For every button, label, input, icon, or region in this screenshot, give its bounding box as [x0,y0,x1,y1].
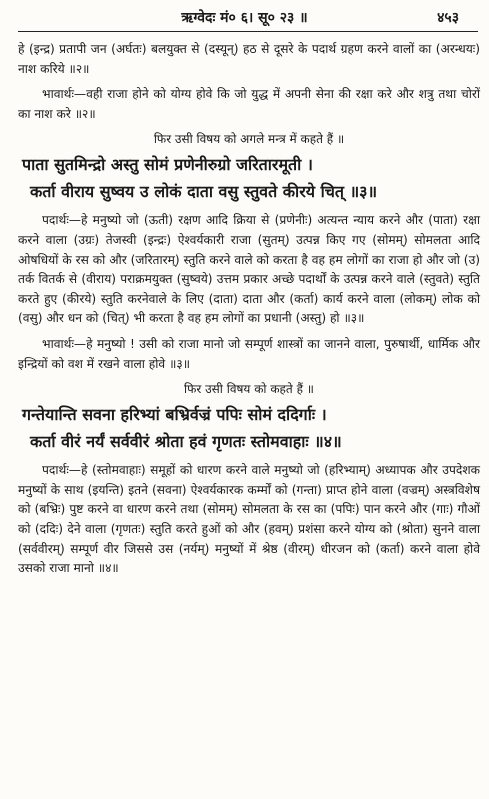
mantra-line: गन्तेयान्ति सवना हरिभ्यां बभ्रिर्वज्रं पपिः सोमं ददिर्गाः । [22,405,327,425]
page-header [0,8,489,30]
section-heading: फिर उसी विषय को कहते हैं ॥ [184,382,314,397]
running-title: ऋग्वेदः मं० ६। सू० २३ ॥ [181,10,308,26]
padartha-paragraph: पदार्थः—हे मनुष्यो जो (ऊती) रक्षण आदि क्रिया से (प्रणेनीः) अत्यन्त न्याय करने और (पाता) रक्षा करने वाला (उग्रः) तेजस्वी (इन्द्रः) ऐश्वर्यकारी राजा (सुतम्) उत्पन्न किए गए (सोमम्) सोमलता आदि ओषधियों के रस को और (जरितारम्) स्तुति करने वाले को करता है वह हम लोगों का राजा हो और जो (उ) तर्क वितर्क से (वीराय) पराक्रमयुक्त (सुष्वये) उत्तम प्रकार अच्छे पदार्थों के उत्पन्न करने वाले (स्तुवते) स्तुति करते हुए (कीरये) स्तुति करनेवाले के लिए (दाता) दाता और (कर्ता) कार्य करने वाला (लोकम्) लोक को (वसु) और धन को (चित्) भी करता है वह हम लोगों का प्रधानी (अस्तु) हो ॥३॥ [18,213,480,326]
header-rule [18,31,478,32]
section-heading: फिर उसी विषय को अगले मन्त्र में कहते हैं ॥ [153,132,345,147]
page-body [18,40,480,579]
bhavartha-paragraph: भावार्थः—हे मनुष्यो ! उसी को राजा मानो जो सम्पूर्ण शास्त्रों का जानने वाला, पुरुषार्थी, धार्मिक और इन्द्रियों को वश में रखने वाला होवे ॥३॥ [18,336,480,371]
padartha-paragraph: पदार्थः—हे (स्तोमवाहाः) समूहों को धारण करने वाले मनुष्यो जो (हरिभ्याम्) अध्यापक और उपदेशक मनुष्यों के साथ (इयन्ति) इतने (सवना) ऐश्वर्यकारक कर्म्मों को (गन्ता) प्राप्त होने वाला (वज्रम्) अस्त्रविशेष को (बभ्रिः) पुष्ट करने वा धारण करने तथा (सोमम्) सोमलता के रस का (पपिः) पान करने और (गाः) गौओं को (ददिः) देने वाला (गृणतः) स्तुति करते हुओं को और (हवम्) प्रशंसा करने योग्य को (श्रोता) सुनने वाला (सर्ववीरम्) सम्पूर्ण वीर जिससे उस (नर्यम्) मनुष्यों में श्रेष्ठ (वीरम्) धीरजन को (कर्ता) करने वाला होवे उसको राजा मानो ॥४॥ [18,463,480,576]
mantra-line: पाता सुतमिन्द्रो अस्तु सोमं प्रणेनीरुग्रो जरितारमूती । [22,155,313,175]
bhavartha-paragraph: भावार्थः—वही राजा होने को योग्य होवे कि जो युद्ध में अपनी सेना की रक्षा करे और शत्रु तथा चोरों का नाश करे ॥२॥ [18,87,480,121]
paragraph-continuation: हे (इन्द्र) प्रतापी जन (अर्घतः) बलयुक्त से (दस्यून्) हठ से दूसरे के पदार्थ ग्रहण करने वालों का (अरन्धयः) नाश करिये ॥२॥ [18,42,480,76]
mantra-line: कर्ता वीराय सुष्वय उ लोकं दाता वसु स्तुवते कीरये चित् ॥३॥ [30,182,378,202]
mantra-line: कर्ता वीरं नर्यं सर्ववीरं श्रोता हवं गृणतः स्तोमवाहाः ॥४॥ [30,432,342,452]
page-number: ४५३ [437,10,459,26]
